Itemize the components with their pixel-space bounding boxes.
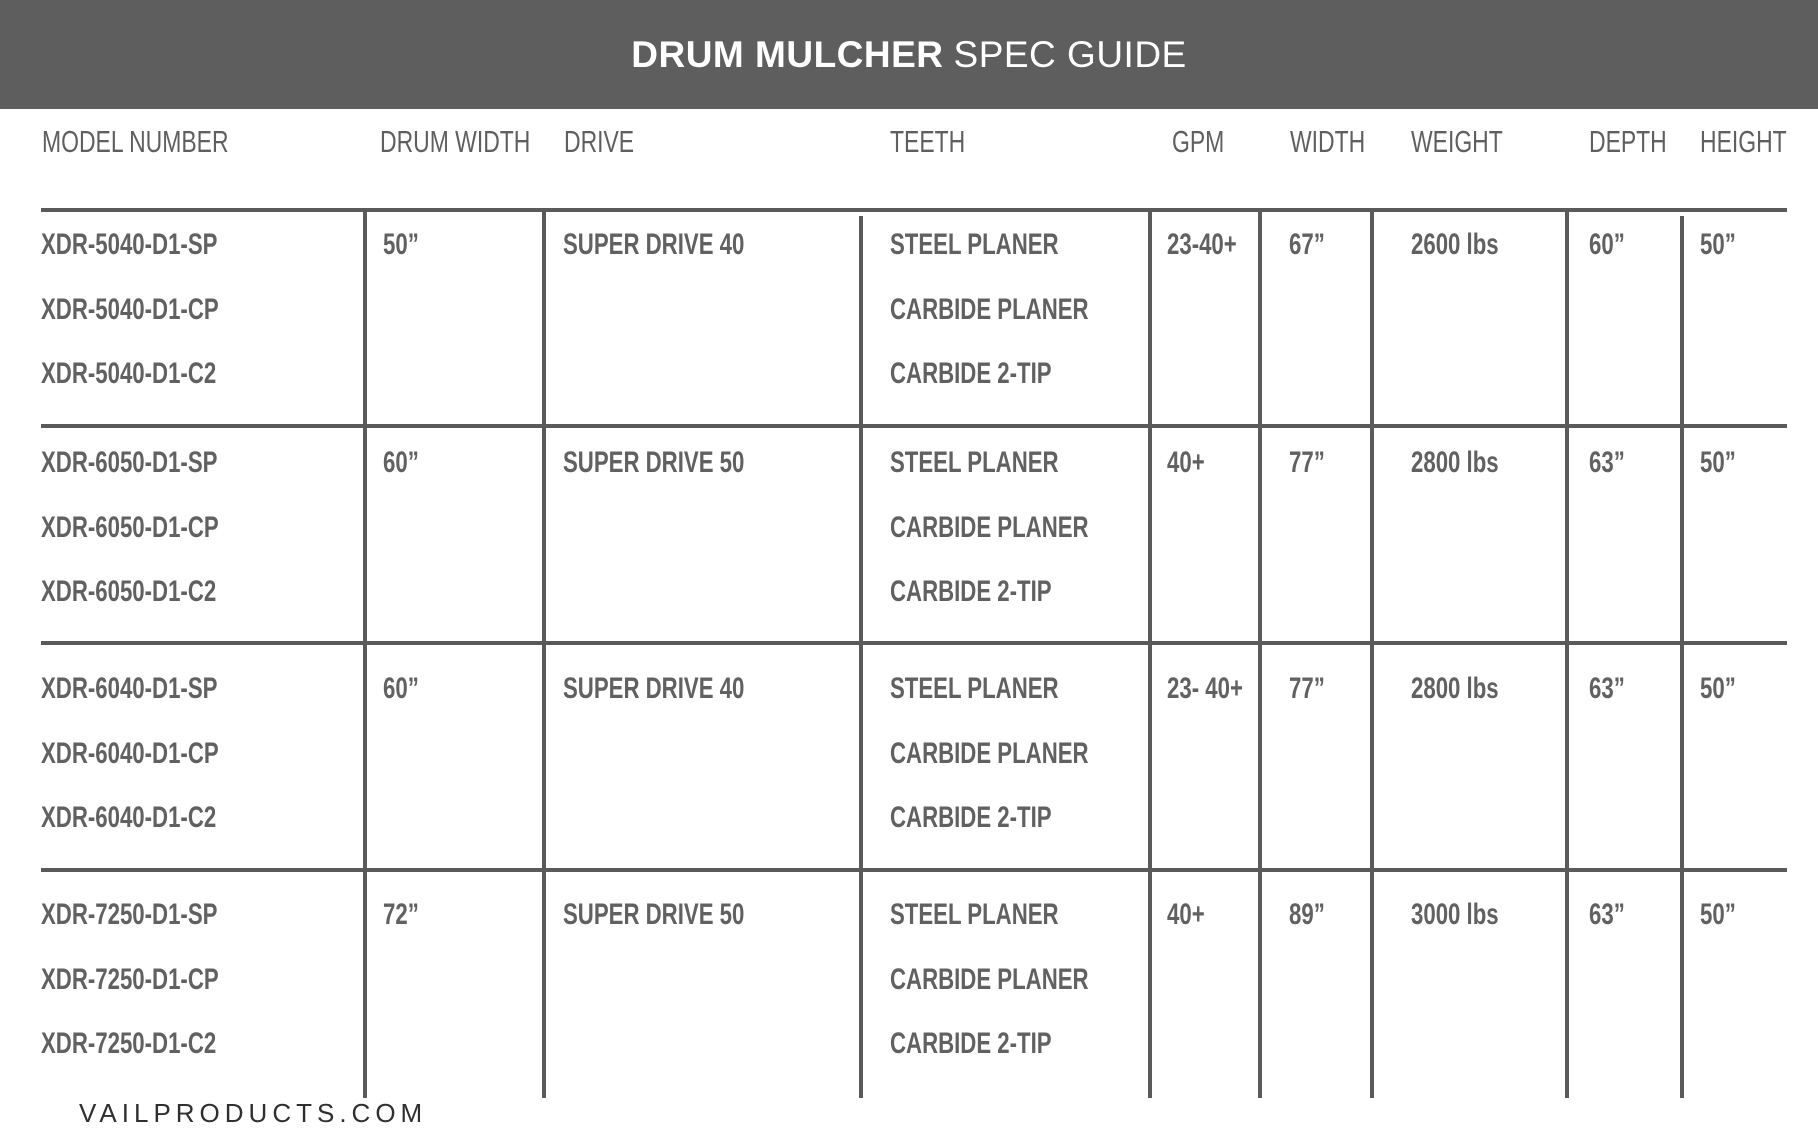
teeth-cell: CARBIDE 2-TIP [890,575,1052,608]
header-drive: DRIVE [564,124,635,159]
column-divider [542,208,546,1098]
teeth-cell: STEEL PLANER [890,446,1059,479]
drive-cell: SUPER DRIVE 40 [563,228,745,261]
weight-cell: 2800 lbs [1411,446,1499,479]
teeth-cell: STEEL PLANER [890,228,1059,261]
model-number-cell: XDR-7250-D1-C2 [41,1027,217,1060]
teeth-cell: CARBIDE PLANER [890,510,1089,544]
teeth-cell: STEEL PLANER [890,898,1059,931]
row-divider [41,424,1787,428]
gpm-cell: 40+ [1167,898,1205,931]
model-number-cell: XDR-6040-D1-CP [41,736,219,770]
height-cell: 50” [1700,446,1736,479]
teeth-cell: CARBIDE PLANER [890,736,1089,770]
height-cell: 50” [1700,672,1736,705]
column-divider [1148,210,1152,1098]
teeth-cell: CARBIDE PLANER [890,292,1089,326]
depth-cell: 60” [1589,228,1625,261]
drum-width-cell: 50” [383,228,419,261]
height-cell: 50” [1700,228,1736,261]
teeth-cell: CARBIDE PLANER [890,962,1089,996]
model-number-cell: XDR-6050-D1-C2 [41,575,217,608]
header-drum-width: DRUM WIDTH [380,124,531,159]
row-divider [41,641,1787,645]
website-url: VAILPRODUCTS.COM [79,1098,428,1128]
drive-cell: SUPER DRIVE 50 [563,446,745,479]
gpm-cell: 40+ [1167,446,1205,479]
teeth-cell: CARBIDE 2-TIP [890,801,1052,834]
weight-cell: 2800 lbs [1411,672,1499,705]
drive-cell: SUPER DRIVE 40 [563,672,745,705]
weight-cell: 2600 lbs [1411,228,1499,261]
header-depth: DEPTH [1589,124,1667,159]
teeth-cell: CARBIDE 2-TIP [890,357,1052,390]
column-divider [363,210,367,1098]
header-height: HEIGHT [1700,124,1787,159]
width-cell: 77” [1289,446,1325,479]
model-number-cell: XDR-5040-D1-C2 [41,357,217,390]
title-banner [0,0,1818,109]
column-divider [1370,210,1374,1098]
model-number-cell: XDR-5040-D1-SP [41,228,218,261]
model-number-cell: XDR-7250-D1-SP [41,898,218,931]
depth-cell: 63” [1589,446,1625,479]
column-divider [1680,216,1684,1098]
column-divider [1565,210,1569,1098]
depth-cell: 63” [1589,898,1625,931]
gpm-cell: 23-40+ [1167,228,1237,261]
model-number-cell: XDR-6050-D1-CP [41,510,219,544]
model-number-cell: XDR-7250-D1-CP [41,962,219,996]
model-number-cell: XDR-6040-D1-SP [41,672,218,705]
header-gpm: GPM [1172,124,1225,159]
teeth-cell: STEEL PLANER [890,672,1059,705]
model-number-cell: XDR-6040-D1-C2 [41,801,217,834]
gpm-cell: 23- 40+ [1167,672,1243,705]
header-weight: WEIGHT [1411,124,1503,159]
column-divider [1258,210,1262,1098]
model-number-cell: XDR-5040-D1-CP [41,292,219,326]
row-divider [41,868,1787,872]
title-light: SPEC GUIDE [953,33,1187,75]
row-divider [41,208,1787,212]
header-width: WIDTH [1290,124,1366,159]
width-cell: 77” [1289,672,1325,705]
column-divider [859,216,863,1098]
title-bold: DRUM MULCHER [631,33,944,75]
depth-cell: 63” [1589,672,1625,705]
model-number-cell: XDR-6050-D1-SP [41,446,218,479]
drum-width-cell: 60” [383,446,419,479]
teeth-cell: CARBIDE 2-TIP [890,1027,1052,1060]
width-cell: 89” [1289,898,1325,931]
drum-width-cell: 60” [383,672,419,705]
width-cell: 67” [1289,228,1325,261]
drive-cell: SUPER DRIVE 50 [563,898,745,931]
weight-cell: 3000 lbs [1411,898,1499,931]
height-cell: 50” [1700,898,1736,931]
header-model-number: MODEL NUMBER [42,124,229,159]
drum-width-cell: 72” [383,898,419,931]
header-teeth: TEETH [890,124,966,159]
